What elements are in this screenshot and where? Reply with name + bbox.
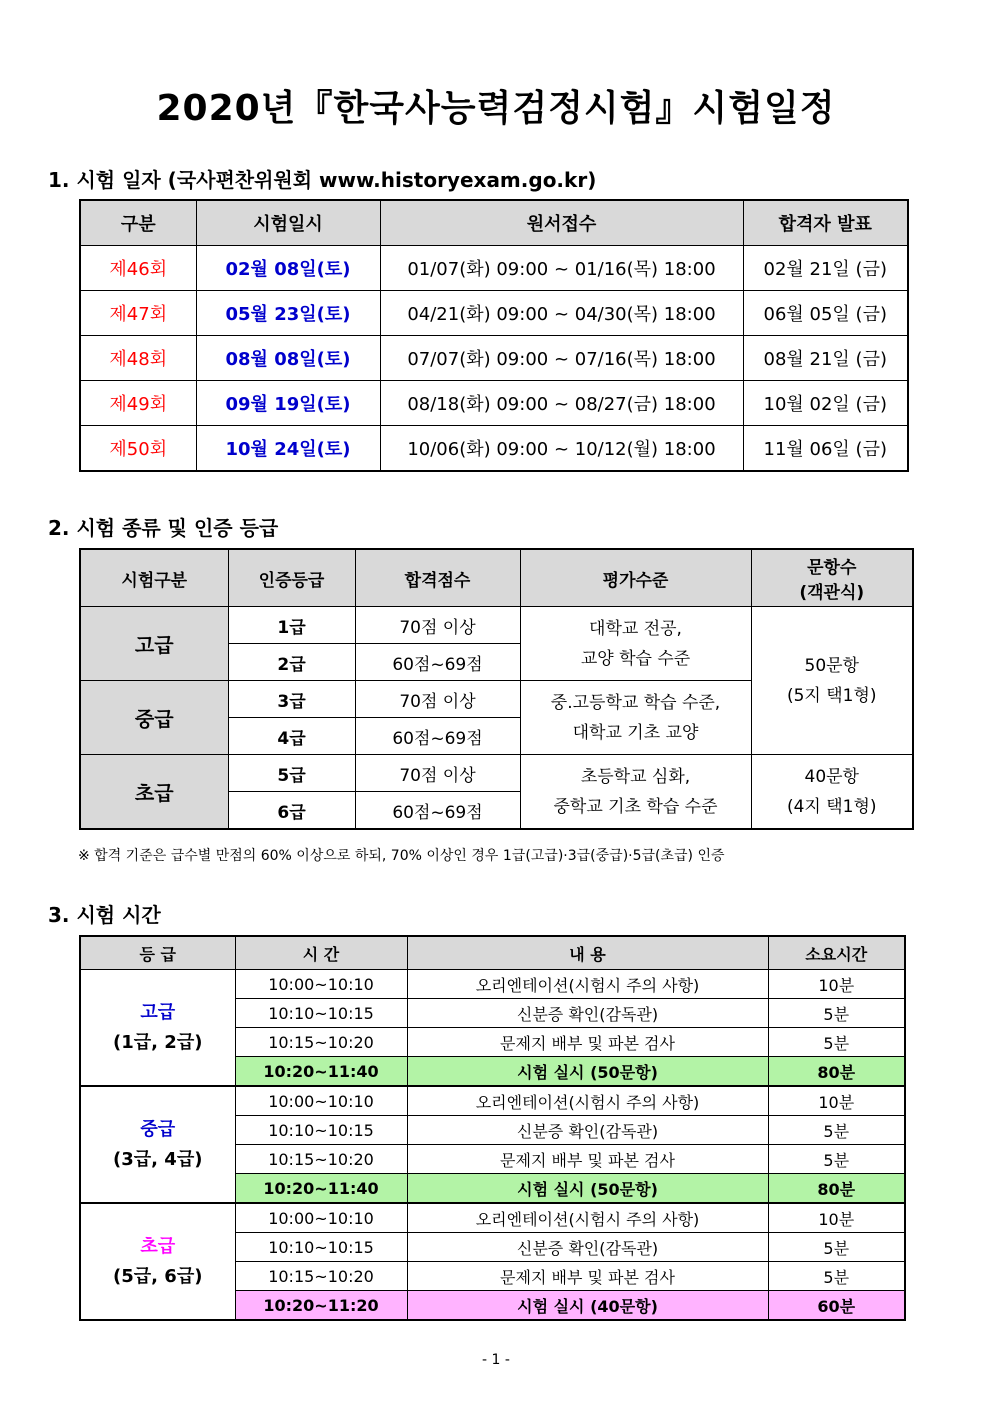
- header-cell: 시험일시: [196, 200, 380, 246]
- level-line: 대학교 기초 교양: [572, 722, 699, 743]
- result-cell: 10월 02일 (금): [743, 381, 908, 426]
- level-cell: [520, 681, 751, 755]
- header-cell: 합격점수: [355, 549, 520, 607]
- duration-cell: 5분: [768, 999, 905, 1028]
- grade-cell: 1급: [228, 607, 355, 644]
- round-cell: 제49회: [80, 381, 196, 426]
- score-cell: 70점 이상: [355, 607, 520, 644]
- grade-sub: (1급, 2급): [113, 1031, 203, 1053]
- grade-cell: 6급: [228, 792, 355, 830]
- round-cell: 제50회: [80, 426, 196, 472]
- table-header-row: [80, 936, 905, 970]
- content-cell: 문제지 배부 및 파본 검사: [407, 1145, 768, 1174]
- header-cell: 시 간: [235, 936, 407, 970]
- table-row: [80, 755, 913, 792]
- exam-date-cell: 05월 23일(토): [196, 291, 380, 336]
- grade-cell: 3급: [228, 681, 355, 718]
- content-cell: 오리엔테이션(시험시 주의 사항): [407, 1203, 768, 1233]
- round-cell: 제48회: [80, 336, 196, 381]
- table-row: [80, 426, 908, 472]
- question-line: 40문항: [804, 766, 859, 787]
- level-cell: [520, 755, 751, 830]
- level-line: 교양 학습 수준: [580, 648, 691, 669]
- grade-group-cell: [80, 1086, 235, 1203]
- section3-heading: 3. 시험 시간: [48, 903, 161, 927]
- application-cell: 01/07(화) 09:00 ~ 01/16(목) 18:00: [380, 246, 743, 291]
- application-cell: 04/21(화) 09:00 ~ 04/30(목) 18:00: [380, 291, 743, 336]
- time-cell: 10:15~10:20: [235, 1262, 407, 1291]
- result-cell: 11월 06일 (금): [743, 426, 908, 472]
- score-cell: 60점~69점: [355, 644, 520, 681]
- content-cell: 시험 실시 (50문항): [407, 1174, 768, 1204]
- result-cell: 08월 21일 (금): [743, 336, 908, 381]
- header-cell: [751, 549, 913, 607]
- header-cell: 원서접수: [380, 200, 743, 246]
- table-row: [80, 607, 913, 644]
- time-cell: 10:00~10:10: [235, 970, 407, 999]
- duration-cell: 60분: [768, 1291, 905, 1321]
- section1-heading: 1. 시험 일자 (국사편찬위원회 www.historyexam.go.kr): [48, 168, 597, 192]
- exam-date-table: [79, 199, 909, 472]
- time-cell: 10:20~11:20: [235, 1291, 407, 1321]
- header-line: (객관식): [799, 583, 865, 603]
- page-number: - 1 -: [482, 1352, 510, 1368]
- round-cell: 제47회: [80, 291, 196, 336]
- score-cell: 70점 이상: [355, 755, 520, 792]
- exam-level-cell: 중급: [80, 681, 228, 755]
- content-cell: 오리엔테이션(시험시 주의 사항): [407, 1086, 768, 1116]
- grade-cell: 5급: [228, 755, 355, 792]
- pass-criteria-note: ※ 합격 기준은 급수별 만점의 60% 이상으로 하되, 70% 이상인 경우 1급(고급)·3급(중급)·5급(초급) 인증: [78, 848, 725, 864]
- question-line: 50문항: [804, 655, 859, 676]
- header-cell: 인증등급: [228, 549, 355, 607]
- table-row: [80, 291, 908, 336]
- table-row: [80, 336, 908, 381]
- grade-sub: (5급, 6급): [113, 1265, 203, 1287]
- score-cell: 60점~69점: [355, 792, 520, 830]
- score-cell: 70점 이상: [355, 681, 520, 718]
- duration-cell: 5분: [768, 1116, 905, 1145]
- duration-cell: 5분: [768, 1262, 905, 1291]
- header-cell: 소요시간: [768, 936, 905, 970]
- table-row: [80, 970, 905, 999]
- table-row: [80, 381, 908, 426]
- header-line: 문항수: [807, 558, 857, 578]
- exam-grade-table: [79, 548, 914, 830]
- application-cell: 08/18(화) 09:00 ~ 08/27(금) 18:00: [380, 381, 743, 426]
- duration-cell: 80분: [768, 1057, 905, 1087]
- question-count-cell: [751, 607, 913, 755]
- header-cell: 구분: [80, 200, 196, 246]
- question-count-cell: [751, 755, 913, 830]
- exam-date-cell: 02월 08일(토): [196, 246, 380, 291]
- duration-cell: 5분: [768, 1233, 905, 1262]
- content-cell: 시험 실시 (40문항): [407, 1291, 768, 1321]
- question-line: (4지 택1형): [786, 796, 877, 817]
- content-cell: 문제지 배부 및 파본 검사: [407, 1028, 768, 1057]
- content-cell: 시험 실시 (50문항): [407, 1057, 768, 1087]
- time-cell: 10:10~10:15: [235, 1233, 407, 1262]
- header-cell: 등 급: [80, 936, 235, 970]
- level-line: 대학교 전공,: [589, 618, 682, 639]
- table-row: [80, 1086, 905, 1116]
- time-cell: 10:10~10:15: [235, 1116, 407, 1145]
- exam-date-cell: 09월 19일(토): [196, 381, 380, 426]
- grade-cell: 2급: [228, 644, 355, 681]
- header-cell: 내 용: [407, 936, 768, 970]
- level-line: 중.고등학교 학습 수준,: [550, 692, 721, 713]
- time-cell: 10:20~11:40: [235, 1057, 407, 1087]
- application-cell: 10/06(화) 09:00 ~ 10/12(월) 18:00: [380, 426, 743, 472]
- exam-level-cell: 고급: [80, 607, 228, 681]
- time-cell: 10:00~10:10: [235, 1203, 407, 1233]
- table-header-row: [80, 200, 908, 246]
- level-line: 중학교 기초 학습 수준: [553, 796, 718, 817]
- content-cell: 오리엔테이션(시험시 주의 사항): [407, 970, 768, 999]
- grade-name: 초급: [140, 1235, 176, 1257]
- content-cell: 신분증 확인(감독관): [407, 1116, 768, 1145]
- score-cell: 60점~69점: [355, 718, 520, 755]
- page-title: 2020년『한국사능력검정시험』시험일정: [156, 88, 836, 129]
- question-line: (5지 택1형): [786, 685, 877, 706]
- duration-cell: 10분: [768, 1086, 905, 1116]
- time-cell: 10:15~10:20: [235, 1028, 407, 1057]
- result-cell: 06월 05일 (금): [743, 291, 908, 336]
- grade-name: 고급: [140, 1001, 176, 1023]
- content-cell: 문제지 배부 및 파본 검사: [407, 1262, 768, 1291]
- time-cell: 10:15~10:20: [235, 1145, 407, 1174]
- grade-group-cell: [80, 970, 235, 1087]
- duration-cell: 80분: [768, 1174, 905, 1204]
- content-cell: 신분증 확인(감독관): [407, 999, 768, 1028]
- round-cell: 제46회: [80, 246, 196, 291]
- table-header-row: [80, 549, 913, 607]
- application-cell: 07/07(화) 09:00 ~ 07/16(목) 18:00: [380, 336, 743, 381]
- header-cell: 합격자 발표: [743, 200, 908, 246]
- time-cell: 10:20~11:40: [235, 1174, 407, 1204]
- grade-name: 중급: [140, 1118, 176, 1140]
- result-cell: 02월 21일 (금): [743, 246, 908, 291]
- exam-date-cell: 08월 08일(토): [196, 336, 380, 381]
- grade-sub: (3급, 4급): [113, 1148, 203, 1170]
- grade-cell: 4급: [228, 718, 355, 755]
- duration-cell: 10분: [768, 1203, 905, 1233]
- level-cell: [520, 607, 751, 681]
- section2-heading: 2. 시험 종류 및 인증 등급: [48, 516, 279, 540]
- table-row: [80, 246, 908, 291]
- time-cell: 10:10~10:15: [235, 999, 407, 1028]
- exam-date-cell: 10월 24일(토): [196, 426, 380, 472]
- duration-cell: 5분: [768, 1028, 905, 1057]
- duration-cell: 5분: [768, 1145, 905, 1174]
- grade-group-cell: [80, 1203, 235, 1320]
- exam-level-cell: 초급: [80, 755, 228, 830]
- table-row: [80, 1203, 905, 1233]
- header-cell: 시험구분: [80, 549, 228, 607]
- time-cell: 10:00~10:10: [235, 1086, 407, 1116]
- content-cell: 신분증 확인(감독관): [407, 1233, 768, 1262]
- header-cell: 평가수준: [520, 549, 751, 607]
- exam-time-table: [79, 935, 906, 1321]
- duration-cell: 10분: [768, 970, 905, 999]
- level-line: 초등학교 심화,: [580, 766, 691, 787]
